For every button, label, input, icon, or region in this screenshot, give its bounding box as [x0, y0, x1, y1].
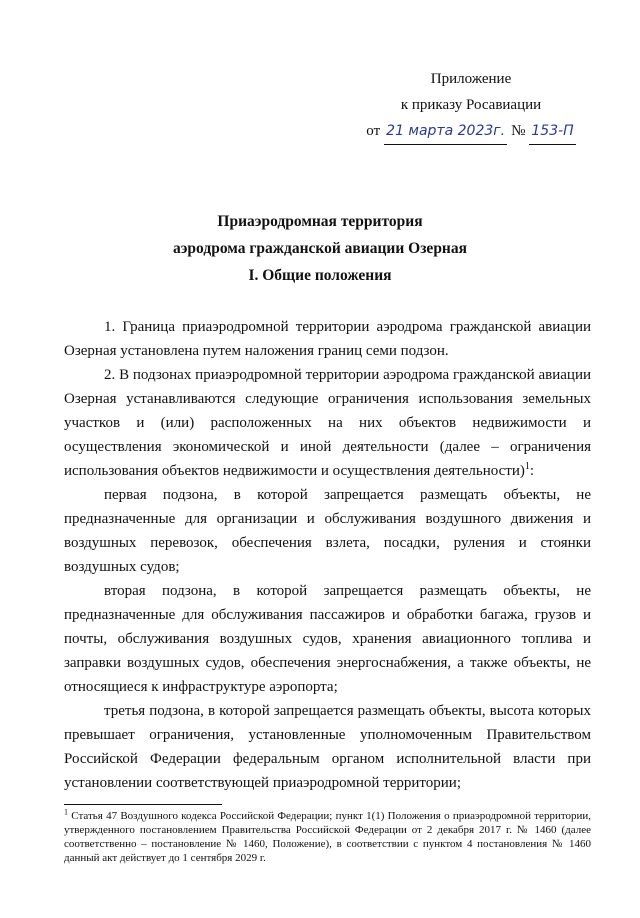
handwritten-date: 21 марта 2023г. — [384, 118, 507, 145]
section-heading: I. Общие положения — [248, 267, 392, 284]
footnote — [64, 809, 591, 865]
document-body — [64, 315, 591, 795]
number-label: № — [511, 123, 526, 139]
paragraph-2-text: 2. В подзонах приаэродромной территории аэродрома гражданской авиации Озерная устанавливаются следующие ограничения использования земельных участков и (или) расположенных на них объектов недвижимости и осуществления экономической и иной деятельности (далее – ограничения использования объектов недвижимости и осуществления деятельности) — [64, 367, 591, 479]
title-line-2: аэродрома гражданской авиации Озерная — [172, 240, 467, 257]
appendix-reference — [356, 118, 586, 145]
footnote-text: Статья 47 Воздушного кодекса Российской Федерации; пункт 1(1) Положения о приаэродромной территории, утвержденного постановлением Правительства Российской Федерации от 2 декабря 2017 г. № 1460 (далее соответственно – постановление № 1460, Положение), в соответствии с пунктом 4 постановления № 1460 данный акт действует до 1 сентября 2029 г. — [64, 810, 592, 864]
footnote-ref[interactable]: 1 — [524, 461, 530, 472]
paragraph-2 — [64, 363, 591, 483]
paragraph-1: 1. Граница приаэродромной территории аэродрома гражданской авиации Озерная установлена путем наложения границ семи подзон. — [64, 319, 591, 359]
appendix-line-2: к приказу Росавиации — [400, 97, 542, 113]
appendix-line-1: Приложение — [430, 71, 512, 87]
handwritten-number: 153-П — [529, 118, 575, 145]
footnote-marker: 1 — [64, 807, 68, 817]
footnote-divider — [64, 804, 222, 805]
appendix-header — [356, 66, 586, 145]
title-line-1: Приаэродромная территория — [217, 213, 423, 230]
subzone-3-paragraph: третья подзона, в которой запрещается размещать объекты, высота которых превышает ограничения, установленные уполномоченным Правительством Российской Федерации федеральным органом исполнительной власти при установлении соответствующей приаэродромной территории; — [64, 703, 591, 791]
paragraph-2-end: : — [529, 463, 535, 479]
subzone-1-paragraph: первая подзона, в которой запрещается размещать объекты, не предназначенные для организации и обслуживания воздушного движения и воздушных перевозок, обеспечения взлета, посадки, руления и стоянки воздушных судов; — [64, 487, 591, 575]
from-label: от — [366, 123, 381, 139]
subzone-2-paragraph: вторая подзона, в которой запрещается размещать объекты, не предназначенные для обслуживания пассажиров и обработки багажа, грузов и почты, обслуживания воздушных судов, хранения авиационного топлива и заправки воздушных судов, обеспечения энергоснабжения, а также объекты, не относящиеся к инфраструктуре аэропорта; — [64, 583, 591, 695]
document-title — [64, 208, 576, 289]
